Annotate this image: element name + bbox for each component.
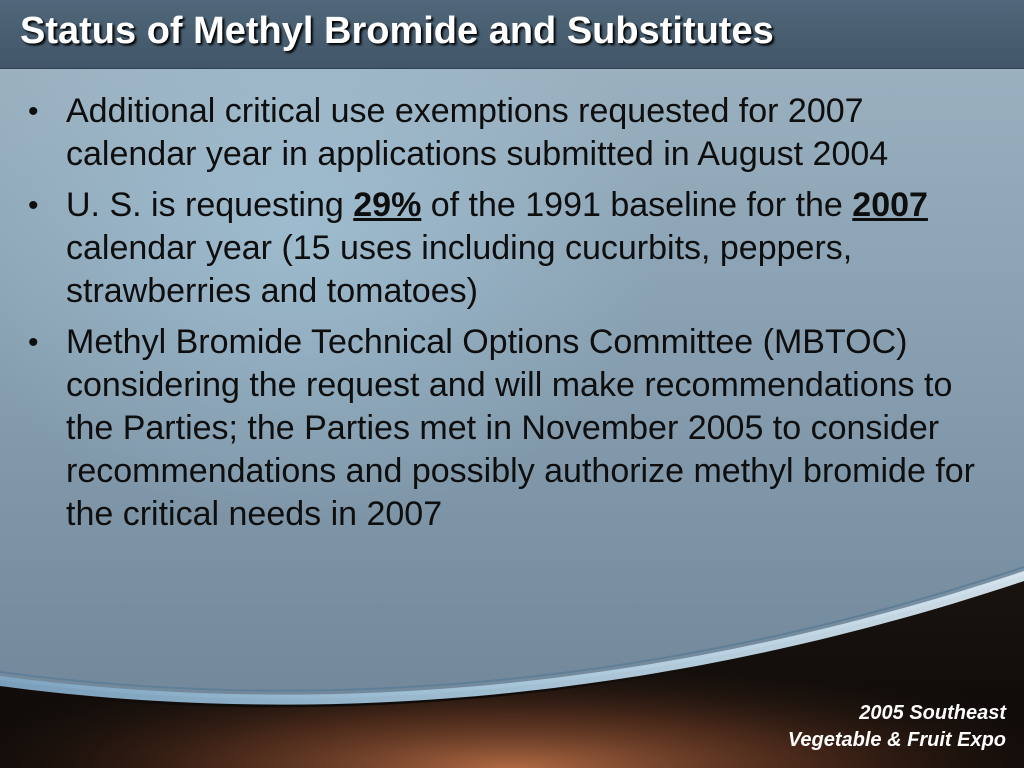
highlight-percentage: 29%	[353, 186, 422, 224]
bullet-marker: •	[28, 189, 39, 222]
footer-line: Vegetable & Fruit Expo	[787, 729, 1006, 751]
bullet-text-part: calendar year (15 uses including cucurbits, peppers, strawberries and tomatoes)	[66, 229, 853, 310]
footer-line: 2005 Southeast	[859, 702, 1006, 724]
bullet-marker: •	[28, 95, 39, 128]
highlight-year: 2007	[852, 186, 928, 224]
bullet-text: Additional critical use exemptions requested for 2007 calendar year in applications submitted in August 2004	[66, 92, 889, 173]
bullet-text-part: of the 1991 baseline for the	[421, 186, 853, 224]
footer-event-name	[788, 700, 1006, 754]
bullet-text-part: U. S. is requesting	[66, 186, 354, 224]
bullet-marker: •	[28, 326, 39, 359]
bullet-text: Methyl Bromide Technical Options Committee (MBTOC) considering the request and will make recommendations to the Parties; the Parties met in November 2005 to consider recommendations and possibly authorize methyl bromide for the critical needs in 2007	[66, 323, 976, 533]
slide-title: Status of Methyl Bromide and Substitutes	[20, 10, 774, 52]
